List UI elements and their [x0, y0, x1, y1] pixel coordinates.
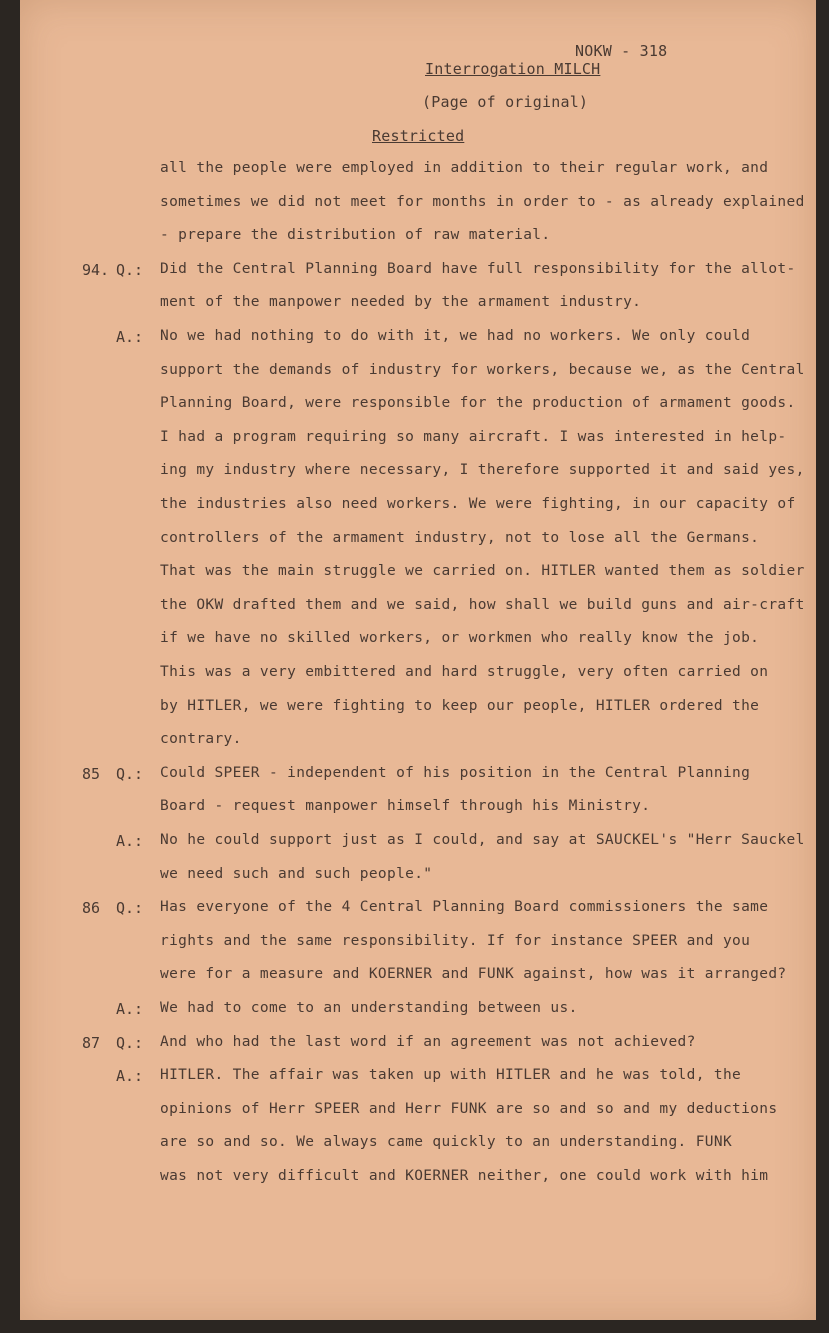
question-label: Q.:	[116, 260, 144, 279]
text-line: Could SPEER - independent of his position in the Central Planning	[160, 764, 751, 781]
question-number: 94.	[82, 260, 110, 279]
question-label: Q.:	[116, 1033, 144, 1052]
text-line: That was the main struggle we carried on. HITLER wanted them as soldier	[160, 563, 805, 580]
question-label: Q.:	[116, 899, 144, 918]
text-line: We had to come to an understanding between us.	[160, 1000, 578, 1016]
text-line: Planning Board, were responsible for the production of armament goods.	[160, 395, 796, 412]
document-page	[20, 0, 816, 1320]
text-line: contrary.	[160, 731, 242, 748]
text-line: ing my industry where necessary, I therefore supported it and said yes,	[160, 462, 805, 479]
text-line: No we had nothing to do with it, we had no workers. We only could	[160, 328, 751, 344]
text-line: the OKW drafted them and we said, how shall we build guns and air-craft	[160, 596, 805, 613]
text-line: - prepare the distribution of raw material.	[160, 227, 551, 244]
text-line: all the people were employed in addition to their regular work, and	[160, 160, 769, 176]
text-line: Board - request manpower himself through his Ministry.	[160, 798, 651, 815]
text-line: opinions of Herr SPEER and Herr FUNK are so and so and my deductions	[160, 1100, 778, 1117]
text-line: was not very difficult and KOERNER neither, one could work with him	[160, 1168, 769, 1184]
text-line: were for a measure and KOERNER and FUNK against, how was it arranged?	[160, 966, 787, 983]
question-number: 87	[82, 1033, 101, 1052]
text-line: Has everyone of the 4 Central Planning Board commissioners the same	[160, 899, 769, 916]
question-number: 86	[82, 899, 101, 918]
answer-label: A.:	[116, 1067, 144, 1086]
text-line: if we have no skilled workers, or workmen who really know the job.	[160, 630, 760, 647]
classification-label: Restricted	[372, 127, 465, 145]
question-label: Q.:	[116, 764, 144, 783]
document-title: Interrogation MILCH	[425, 60, 601, 78]
text-line: ment of the manpower needed by the armament industry.	[160, 294, 642, 311]
text-line: support the demands of industry for workers, because we, as the Central	[160, 361, 805, 378]
answer-label: A.:	[116, 328, 144, 346]
answer-label: A.:	[116, 832, 144, 850]
text-line: I had a program requiring so many aircraft. I was interested in help-	[160, 428, 787, 445]
text-line: we need such and such people."	[160, 865, 433, 882]
text-line: controllers of the armament industry, not to lose all the Germans.	[160, 529, 760, 546]
text-line: No he could support just as I could, and say at SAUCKEL's "Herr Sauckel	[160, 832, 805, 848]
document-number: NOKW - 318	[575, 42, 668, 60]
text-line: by HITLER, we were fighting to keep our people, HITLER ordered the	[160, 697, 760, 714]
text-line: sometimes we did not meet for months in order to - as already explained	[160, 193, 805, 210]
text-line: are so and so. We always came quickly to an understanding. FUNK	[160, 1134, 733, 1151]
page-reference: (Page of original)	[422, 93, 589, 111]
text-line: HITLER. The affair was taken up with HITLER and he was told, the	[160, 1067, 742, 1084]
text-line: And who had the last word if an agreement was not achieved?	[160, 1033, 696, 1050]
text-line: This was a very embittered and hard struggle, very often carried on	[160, 664, 769, 680]
text-line: the industries also need workers. We were fighting, in our capacity of	[160, 496, 796, 512]
question-number: 85	[82, 764, 101, 783]
text-line: rights and the same responsibility. If for instance SPEER and you	[160, 932, 751, 949]
answer-label: A.:	[116, 1000, 144, 1018]
text-line: Did the Central Planning Board have full responsibility for the allot-	[160, 260, 796, 277]
